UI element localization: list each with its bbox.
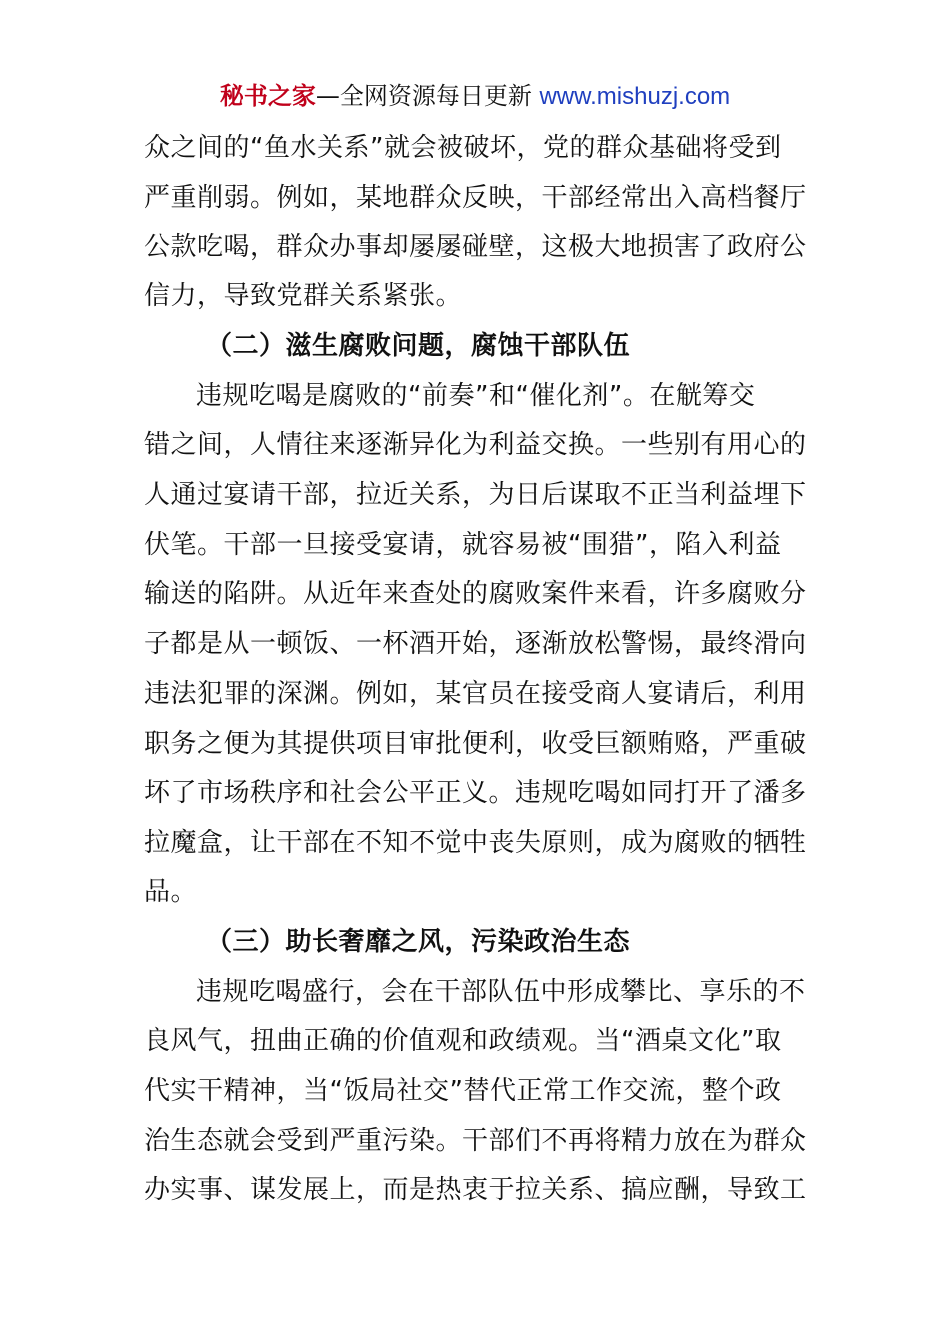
body-text-line: 坏了市场秩序和社会公平正义。违规吃喝如同打开了潘多 <box>144 778 807 808</box>
body-text-line: 人通过宴请干部，拉近关系，为日后谋取不正当利益埋下 <box>144 480 807 510</box>
body-text-line: 子都是从一顿饭、一杯酒开始，逐渐放松警惕，最终滑向 <box>144 629 807 659</box>
site-banner <box>0 80 950 113</box>
body-text-line: 拉魔盒，让干部在不知不觉中丧失原则，成为腐败的牺牲 <box>144 828 807 858</box>
body-text-line: 信力，导致党群关系紧张。 <box>144 281 463 311</box>
site-brand: 秘书之家 <box>219 82 316 110</box>
section-heading: （二）滋生腐败问题，腐蚀干部队伍 <box>206 331 631 361</box>
body-text-line: 良风气，扭曲正确的价值观和政绩观。当“酒桌文化”取 <box>144 1026 782 1056</box>
body-text-line: 违法犯罪的深渊。例如，某官员在接受商人宴请后，利用 <box>144 679 807 709</box>
body-text-line: 伏笔。干部一旦接受宴请，就容易被“围猎”，陷入利益 <box>144 530 782 560</box>
paragraph-first-line: 违规吃喝是腐败的“前奏”和“催化剂”。在觥筹交 <box>196 381 756 411</box>
body-text-line: 众之间的“鱼水关系”就会被破坏，党的群众基础将受到 <box>144 133 782 163</box>
section-heading: （三）助长奢靡之风，污染政治生态 <box>206 927 631 957</box>
body-text-line: 治生态就会受到严重污染。干部们不再将精力放在为群众 <box>144 1126 807 1156</box>
body-text-line: 错之间，人情往来逐渐异化为利益交换。一些别有用心的 <box>144 430 807 460</box>
paragraph-first-line: 违规吃喝盛行，会在干部队伍中形成攀比、享乐的不 <box>196 977 806 1007</box>
body-text-line: 代实干精神，当“饭局社交”替代正常工作交流，整个政 <box>144 1076 782 1106</box>
body-text-line: 职务之便为其提供项目审批便利，收受巨额贿赂，严重破 <box>144 729 807 759</box>
body-text-line: 严重削弱。例如，某地群众反映，干部经常出入高档餐厅 <box>144 183 807 213</box>
body-text-line: 办实事、谋发展上，而是热衷于拉关系、搞应酬，导致工 <box>144 1175 807 1205</box>
body-text-line: 公款吃喝，群众办事却屡屡碰壁，这极大地损害了政府公 <box>144 232 807 262</box>
body-text-line: 品。 <box>144 877 198 907</box>
site-tagline: —全网资源每日更新 <box>315 82 540 110</box>
body-text-line: 输送的陷阱。从近年来查处的腐败案件来看，许多腐败分 <box>144 579 807 609</box>
site-url-link[interactable]: www.mishuzj.com <box>539 83 731 110</box>
